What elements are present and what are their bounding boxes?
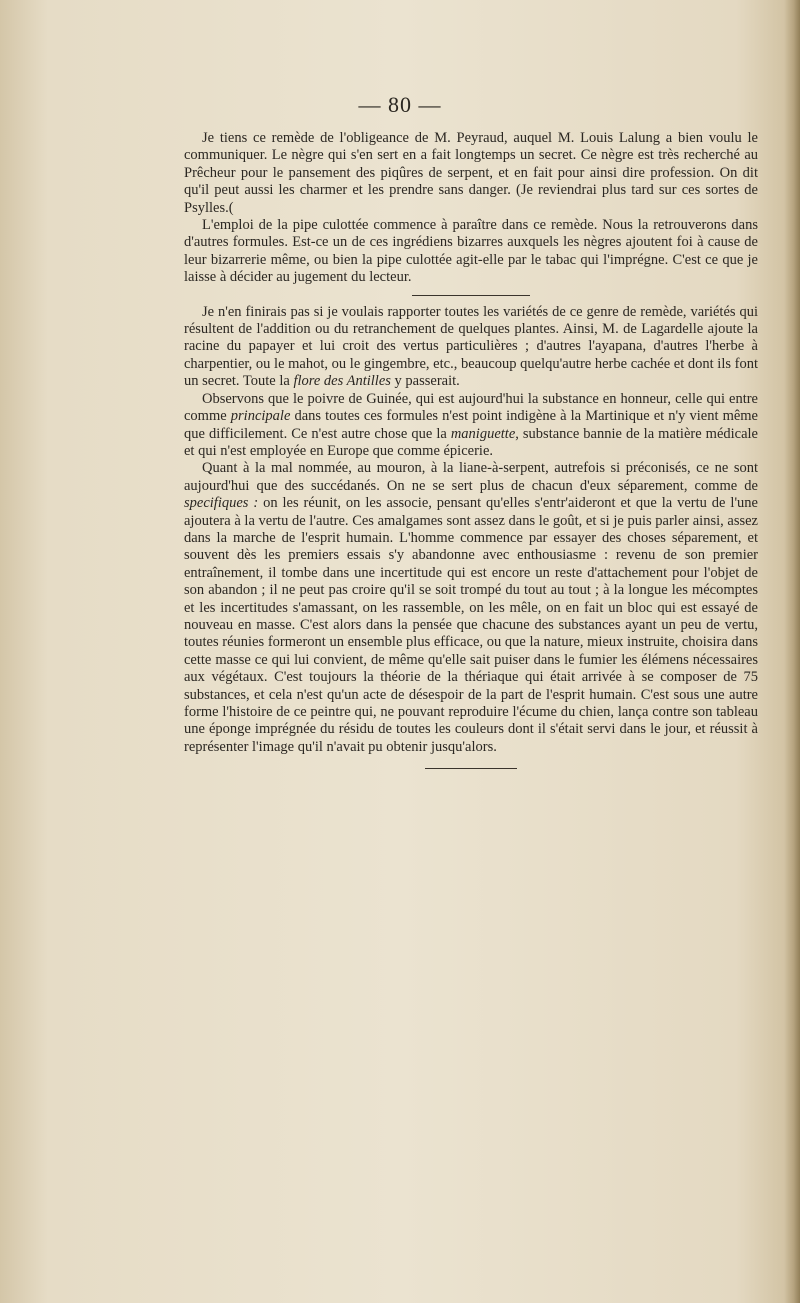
paragraph-4-part-b: dans toutes ces formules n'est point indigène à la Martinique et n'y vient même que difficilement. Ce n'est autre chose que la — [184, 408, 758, 442]
body-text — [184, 130, 758, 769]
paragraph-4 — [184, 391, 758, 461]
page-number: — 80 — — [358, 92, 442, 117]
paragraph-5 — [184, 460, 758, 756]
paragraph-2: L'emploi de la pipe culottée commence à paraître dans ce remède. Nous la retrouverons dans d'autres formules. Est-ce un de ces ingrédiens bizarres auxquels les nègres ajoutent foi à cause de leur bizarrerie même, ou bien la pipe culottée agit-elle par le tabac qui l'imprégne. C'est ce que je laisse à décider au jugement du lecteur. — [184, 217, 758, 286]
paragraph-3 — [184, 304, 758, 391]
paragraph-4-part-a: Observons que le poivre de Guinée, qui est aujourd'hui la substance en honneur, celle qui entre comme — [184, 390, 758, 425]
paragraph-4-part-c: , substance bannie de la matière médicale et qui n'est employée en Europe que comme épicerie. — [184, 425, 758, 459]
end-divider — [425, 768, 517, 769]
paragraph-5-part-a: Quant à la mal nommée, au mouron, à la liane-à-serpent, autrefois si préconisés, ce ne sont aujourd'hui que des succédanés. On ne se sert plus de chacun d'eux séparement, comme de — [184, 460, 758, 494]
paragraph-3-part-b: y passerait. — [390, 373, 460, 390]
page-edge-shadow — [784, 0, 800, 1303]
section-divider — [412, 295, 530, 296]
paragraph-4-italic-1: principale — [230, 408, 291, 425]
paragraph-3-part-a: Je n'en finirais pas si je voulais rapporter toutes les variétés de ce genre de remède, variétés qui résultent de l'addition ou du retranchement de quelques plantes. Ainsi, M. de Lagardelle ajoute la racine du papayer et lui croit des vertus particulières ; d'autres l'ayapana, d'autres l'herbe à charpentier, ou le mahot, ou le gingembre, etc., beaucoup quelqu'autre herbe cachée et dont ils font un secret. Toute la — [184, 303, 758, 390]
paragraph-1: Je tiens ce remède de l'obligeance de M. Peyraud, auquel M. Louis Lalung a bien voulu le communiquer. Le nègre qui s'en sert en a fait longtemps un secret. Ce nègre est très recherché au Prêcheur pour le pansement des piqûres de serpent, et en fait pour ainsi dire profession. On dit qu'il peut aussi les charmer et les prendre sans danger. (Je reviendrai plus tard sur ces sortes de Psylles.( — [184, 130, 758, 216]
paragraph-5-italic: specifiques : — [184, 495, 259, 512]
paragraph-3-italic: flore des Antilles — [293, 373, 391, 390]
paragraph-4-italic-2: maniguette — [450, 425, 516, 442]
paragraph-5-part-b: on les réunit, on les associe, pensant qu'elles s'entr'aideront et que la vertu de l'une ajoutera à la vertu de l'autre. Ces amalgames sont assez dans le goût, et si je puis parler ainsi, assez dans la marche de l'esprit humain. L'homme commence par essayer des choses séparement, et souvent dès les premiers essais s'y abandonne avec enthousiasme : revenu de son premier entraînement, il tombe dans une incertitude qui est encore un reste d'attachement pour l'objet de son abandon ; il ne peut pas croire qu'il se soit trompé du tout au tout ; à la longue les mécomptes et les incertitudes s'amassant, on les rassemble, on les mêle, on en fait un bloc qui est essayé de nouveau en masse. C'est alors dans la pensée que chacune des substances ayant un peu de vertu, toutes réunies formeront un ensemble plus efficace, ou que la nature, mieux instruite, choisira dans cette masse ce qui lui convient, de même qu'elle sait puiser dans le fumier les élémens nécessaires aux végétaux. C'est toujours la théorie de la thériaque qui était arrivée à se composer de 75 substances, et cela n'est qu'un acte de désespoir de la part de l'esprit humain. C'est sous une autre forme l'histoire de ce peintre qui, ne pouvant reproduire l'écume du chien, lança contre son tableau une éponge imprégnée du résidu de toutes les couleurs dont il s'était servi dans le jour, et réussit à représenter l'image qu'il n'avait pu obtenir jusqu'alors. — [184, 495, 758, 755]
